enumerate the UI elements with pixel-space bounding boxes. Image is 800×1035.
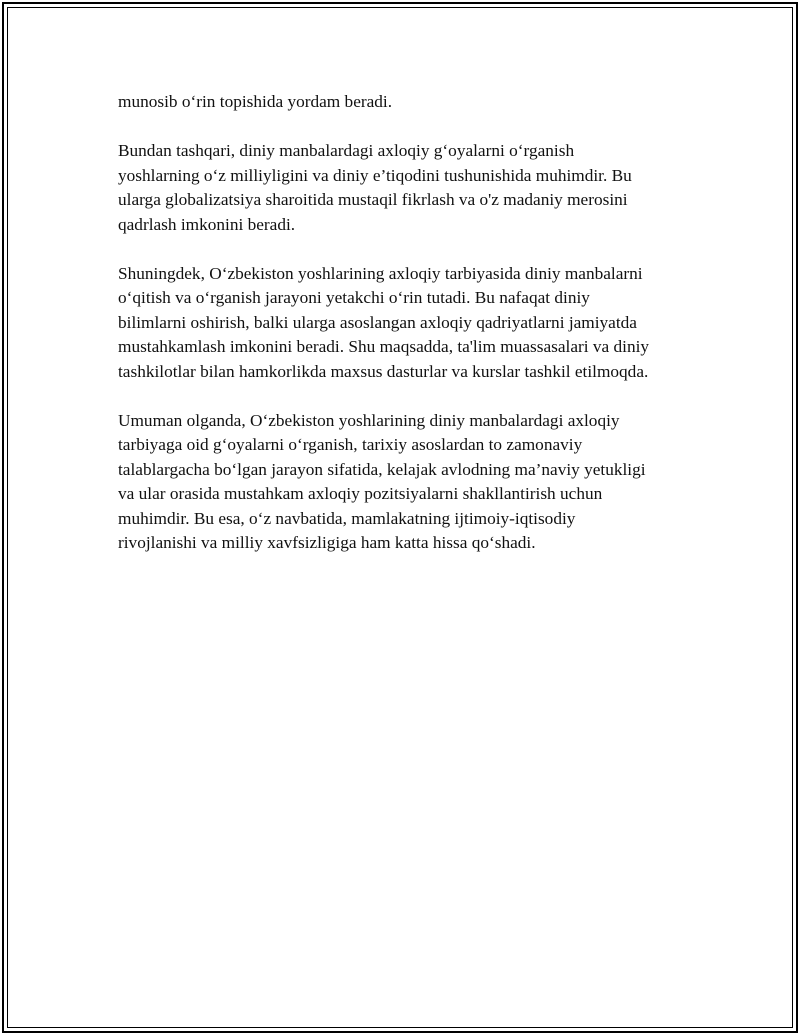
paragraph-3 <box>118 262 708 385</box>
text-line: qadrlash imkonini beradi. <box>118 214 296 234</box>
text-line: rivojlanishi va milliy xavfsizligiga ham katta hissa qo‘shadi. <box>118 533 536 552</box>
paragraph-gap <box>118 384 708 409</box>
paragraph-1 <box>118 90 708 115</box>
text-line: tashkilotlar bilan hamkorlikda maxsus dasturlar va kurslar tashkil etilmoqda. <box>118 361 649 381</box>
text-line: mustahkamlash imkonini beradi. Shu maqsadda, ta'lim muassasalari va diniy <box>118 337 650 356</box>
paragraph-4 <box>118 409 708 556</box>
text-line: yoshlarning o‘z milliyligini va diniy e’tiqodini tushunishida muhimdir. Bu <box>118 165 632 185</box>
text-line: tarbiyaga oid g‘oyalarni o‘rganish, tarixiy asoslardan to zamonaviy <box>118 435 583 454</box>
text-line: Umuman olganda, O‘zbekiston yoshlarining diniy manbalardagi axloqiy <box>118 410 620 430</box>
text-line: bilimlarni oshirish, balki ularga asoslangan axloqiy qadriyatlarni jamiyatda <box>118 312 637 332</box>
paragraph-gap <box>118 237 708 262</box>
document-body <box>118 90 708 556</box>
text-line: Bundan tashqari, diniy manbalardagi axloqiy g‘oyalarni o‘rganish <box>118 141 575 160</box>
paragraph-gap <box>118 115 708 140</box>
text-line: munosib o‘rin topishida yordam beradi. <box>118 92 393 111</box>
paragraph-2 <box>118 139 708 237</box>
text-line: muhimdir. Bu esa, o‘z navbatida, mamlakatning ijtimoiy-iqtisodiy <box>118 508 576 528</box>
text-line: Shuningdek, O‘zbekiston yoshlarining axloqiy tarbiyasida diniy manbalarni <box>118 263 643 283</box>
text-line: va ular orasida mustahkam axloqiy pozitsiyalarni shakllantirish uchun <box>118 484 603 503</box>
text-line: ularga globalizatsiya sharoitida mustaqil fikrlash va o'z madaniy merosini <box>118 190 628 209</box>
text-line: talablargacha bo‘lgan jarayon sifatida, kelajak avlodning ma’naviy yetukligi <box>118 459 646 479</box>
text-line: o‘qitish va o‘rganish jarayoni yetakchi o‘rin tutadi. Bu nafaqat diniy <box>118 288 590 307</box>
